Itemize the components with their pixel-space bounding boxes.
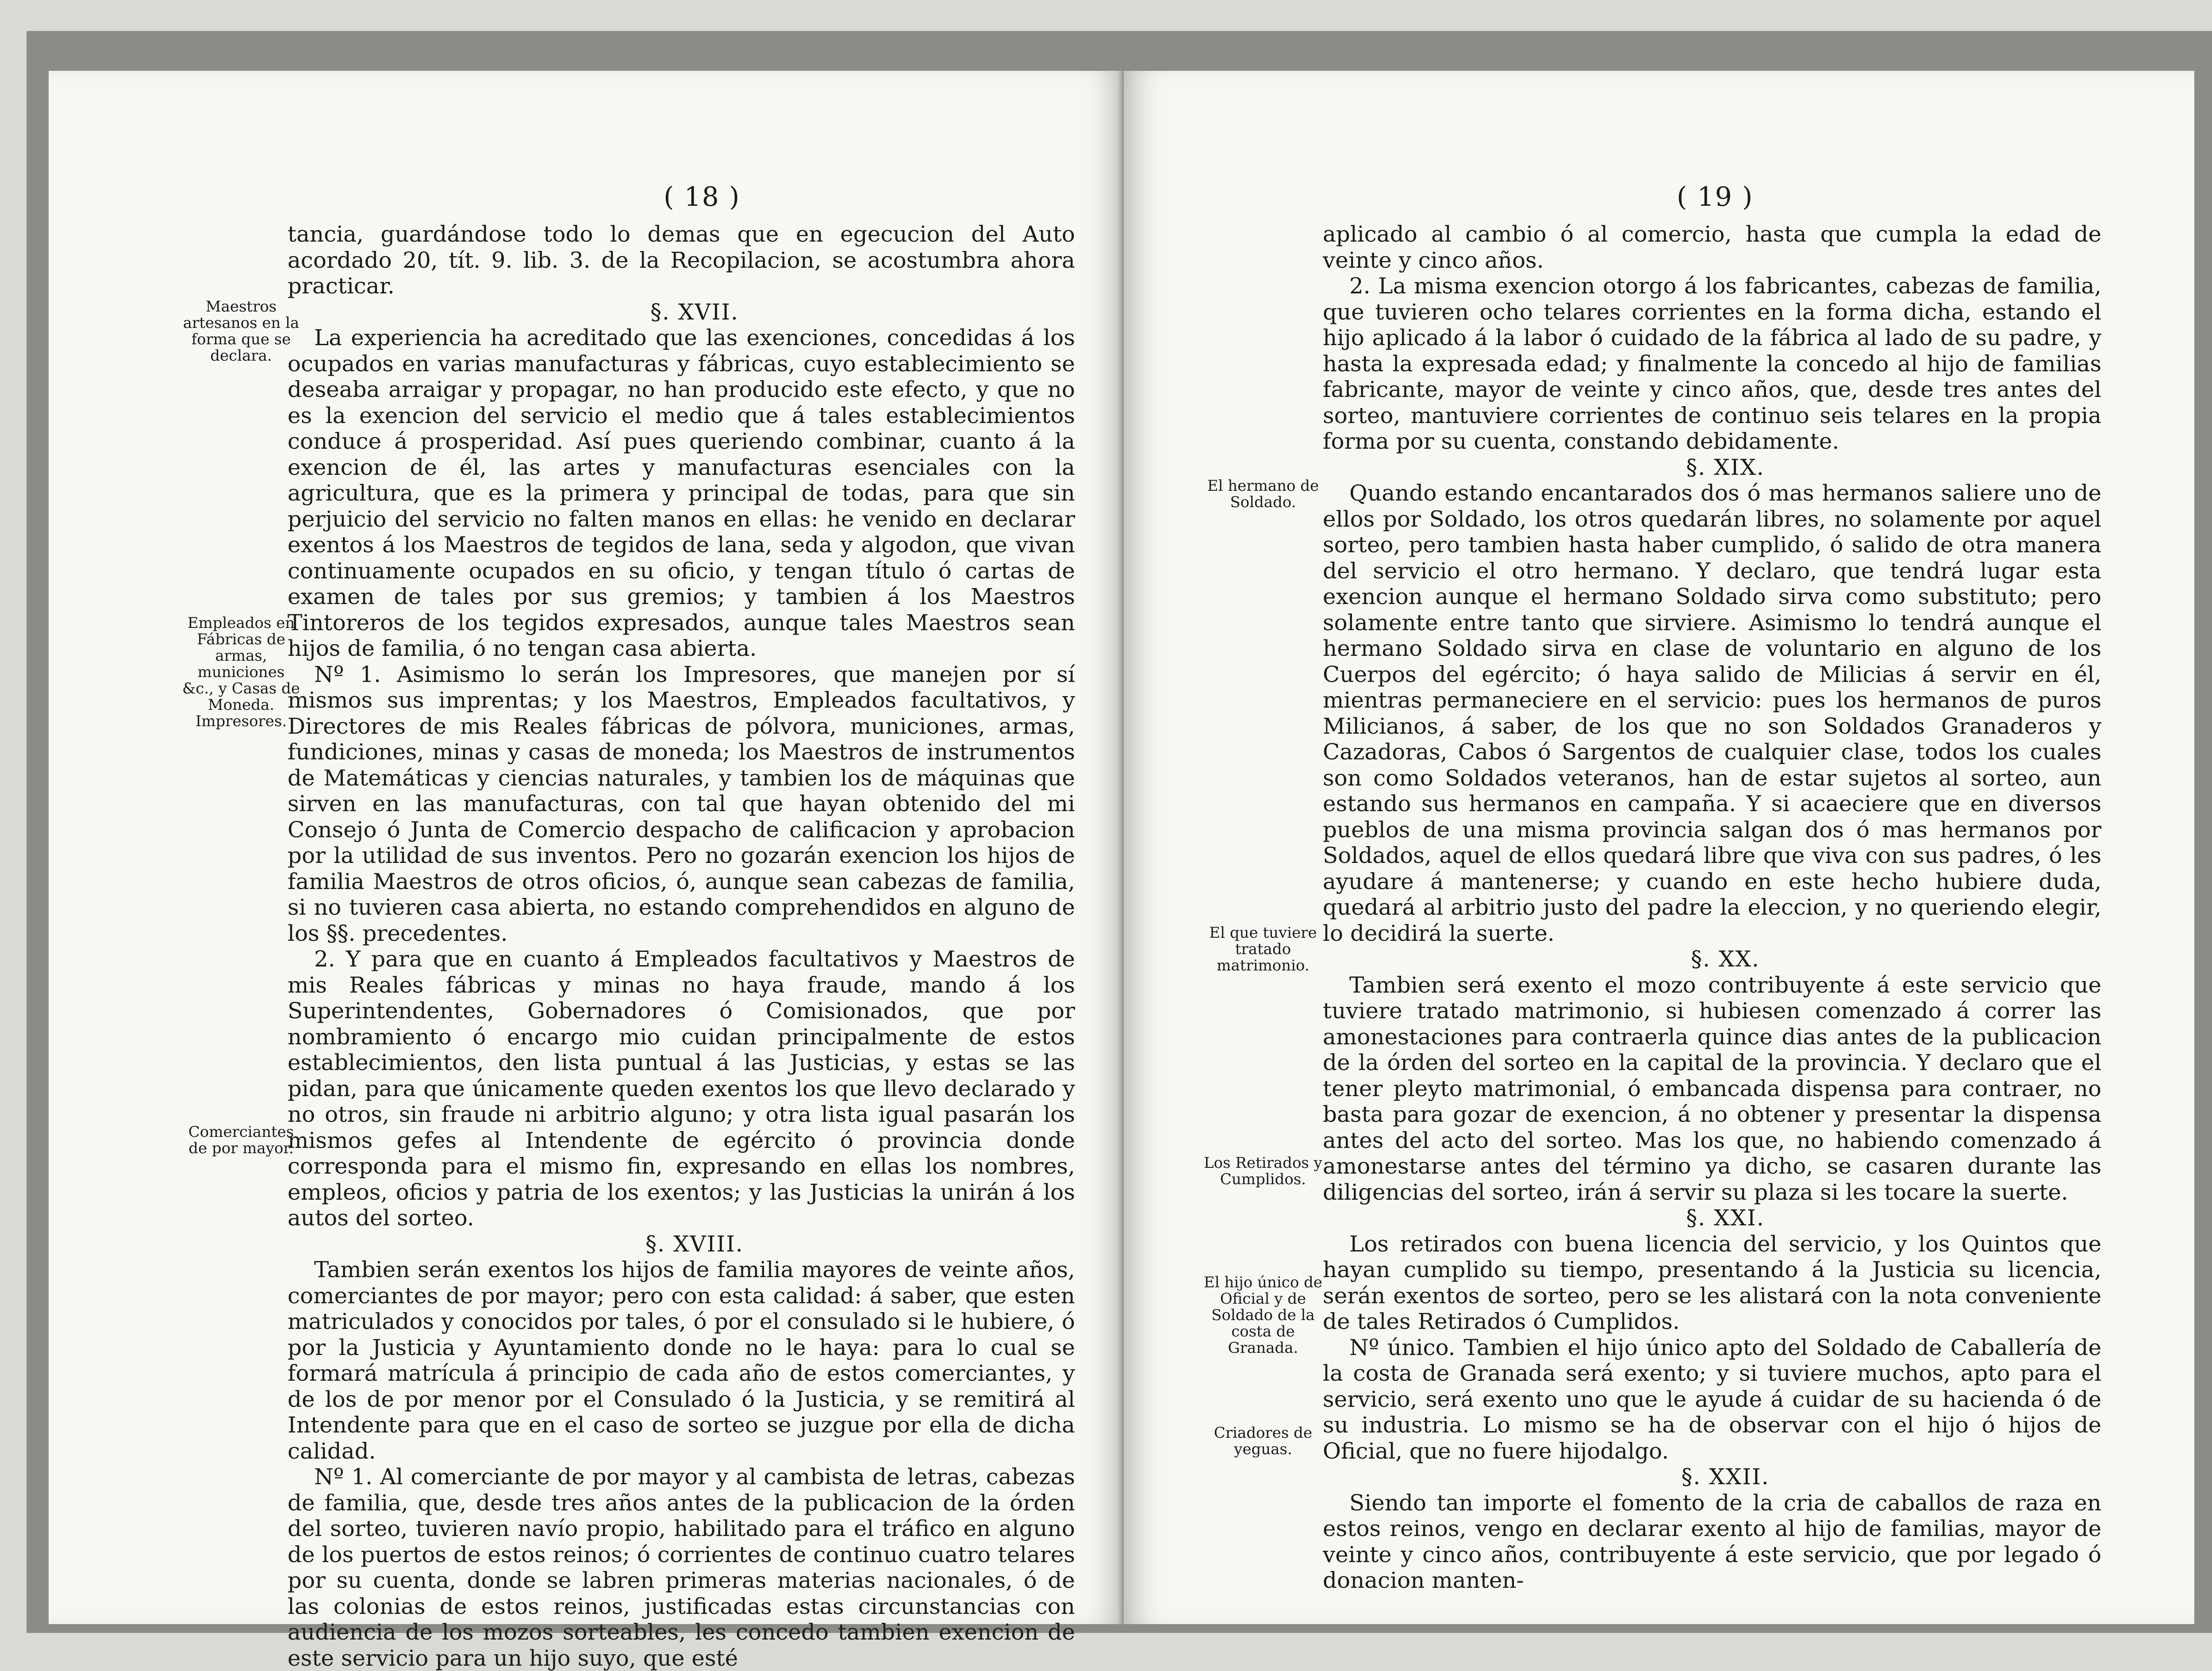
margin-note: El hermano de Soldado. <box>1207 477 1319 511</box>
section-heading: §. XVIII. <box>645 1231 744 1257</box>
paragraph: Nº único. Tambien el hijo único apto del Soldado de Caballería de la costa de Granada será exento; y si tuviere muchos, apto para el servicio, será exento uno que le ayude á cuidar de su hacienda ó de su industria. Lo mismo se ha de observar con el hijo ó hijos de Oficial, que no fuere hijodalgo. <box>1323 1334 2101 1464</box>
page-number: ( 18 ) <box>664 181 741 212</box>
paragraph: Quando estando encantarados dos ó mas hermanos saliere uno de ellos por Soldado, los otros quedarán libres, no solamente por aquel sorteo, pero tambien hasta haber cumplido, ó salido de otra manera del servicio el otro hermano. Y declaro, que tendrá lugar esta exencion aunque el hermano Soldado sirva como substituto; pero solamente entre tanto que sirviere. Asimismo lo tendrá aunque el hermano Soldado sirva en clase de voluntario en alguno de los Cuerpos del egército; ó haya salido de Milicias á servir en él, mientras permaneciere en el servicio: pues los hermanos de puros Milicianos, á saber, de los que no son Soldados Granaderos y Cazadoras, Cabos ó Sargentos de cualquier clase, todos los cuales son como Soldados veteranos, han de estar sujetos al sorteo, aun estando sus hermanos en campaña. Y si acaeciere que en diversos pueblos de una misma provincia salgan dos ó mas hermanos por Soldados, aquel de ellos quedará libre que viva con sus padres, ó les ayudare á mantenerse; y cuando en este hecho hubiere duda, quedará al arbitrio justo del padre la eleccion, y no queriendo elegir, lo decidirá la suerte. <box>1323 480 2101 946</box>
margin-note: Criadores de yeguas. <box>1214 1424 1313 1458</box>
section-heading: §. XVII. <box>650 299 739 325</box>
margin-note: Empleados en Fábricas de armas, municiones &c., y Casas de Moneda. Impresores. <box>182 614 300 730</box>
section-heading: §. XX. <box>1691 946 1760 972</box>
paragraph: Tambien serán exentos los hijos de familia mayores de veinte años, comerciantes de por mayor; pero con esta calidad: á saber, que esten matriculados y conocidos por tales, ó por el consulado si le hubiere, ó por la Justicia y Ayuntamiento donde no le haya: para lo cual se formará matrícula á principio de cada año de estos comerciantes, y de los de por menor por el Consulado ó la Justicia, y se remitirá al Intendente para que en el caso de sorteo se juzgue por ella de dicha calidad. <box>288 1257 1075 1464</box>
paragraph: 2. Y para que en cuanto á Empleados facultativos y Maestros de mis Reales fábricas y minas no haya fraude, mando á los Superintendentes, Gobernadores ó Comisionados, que por nombramiento ó encargo mio cuidan principalmente de estos establecimientos, den lista puntual á las Justicias, y estas se las pidan, para que únicamente queden exentos los que llevo declarado y no otros, sin fraude ni arbitrio alguno; y otra lista igual pasarán los mismos gefes al Intendente de egército ó provincia donde corresponda para el mismo fin, expresando en ellas los nombres, empleos, oficios y patria de los exentos; y las Justicias la unirán á los autos del sorteo. <box>288 946 1075 1231</box>
paragraph: Siendo tan importe el fomento de la cria de caballos de raza en estos reinos, vengo en declarar exento al hijo de familias, mayor de veinte y cinco años, contribuyente á este servicio, que por legado ó donacion manten- <box>1323 1490 2101 1593</box>
paragraph: 2. La misma exencion otorgo á los fabricantes, cabezas de familia, que tuvieren ocho telares corrientes en la forma dicha, estando el hijo aplicado á la labor ó cuidado de la fábrica al lado de su padre, y hasta la expresada edad; y finalmente la concedo al hijo de familias fabricante, mayor de veinte y cinco años, que, desde tres antes del sorteo, mantuviere corrientes de continuo seis telares en la propia forma por su cuenta, constando debidamente. <box>1323 273 2101 454</box>
right-page <box>1124 71 2194 1624</box>
margin-note: Los Retirados y Cumplidos. <box>1204 1154 1322 1188</box>
margin-note: Comerciantes de por mayor. <box>188 1123 294 1157</box>
left-page <box>49 71 1124 1671</box>
paragraph: Tambien será exento el mozo contribuyente á este servicio que tuviere tratado matrimonio, si hubiesen comenzado á correr las amonestaciones para contraerla quince dias antes de la publicacion de la órden del sorteo en la capital de la provincia. Y declaro que el tener pleyto matrimonial, ó embancada dispensa para contraer, no basta para gozar de exencion, á no obtener y presentar la dispensa antes del acto del sorteo. Mas los que, no habiendo comenzado á amonestarse antes del término ya dicho, se casaren durante las diligencias del sorteo, irán á servir su plaza si les tocare la suerte. <box>1323 972 2101 1205</box>
paragraph: Los retirados con buena licencia del servicio, y los Quintos que hayan cumplido su tiempo, presentando á la Justicia su licencia, serán exentos de sorteo, pero se les alistará con la nota conveniente de tales Retirados ó Cumplidos. <box>1323 1231 2101 1334</box>
paragraph: Nº 1. Al comerciante de por mayor y al cambista de letras, cabezas de familia, que, desde tres años antes de la publicacion de la órden del sorteo, tuvieren navío propio, habilitado para el tráfico en alguno de los puertos de estos reinos; ó corrientes de continuo cuatro telares por su cuenta, donde se labren primeras materias nacionales, ó de las colonias de estos reinos, justificadas estas circunstancias con audiencia de los mozos sorteables, les concedo tambien exencion de este servicio para un hijo suyo, que esté <box>288 1464 1075 1671</box>
paragraph: tancia, guardándose todo lo demas que en egecucion del Auto acordado 20, tít. 9. lib. 3. de la Recopilacion, se acostumbra ahora practicar. <box>288 221 1075 299</box>
paragraph: Nº 1. Asimismo lo serán los Impresores, que manejen por sí mismos sus imprentas; y los Maestros, Empleados facultativos, y Directores de mis Reales fábricas de pólvora, municiones, armas, fundiciones, minas y casas de moneda; los Maestros de instrumentos de Matemáticas y ciencias naturales, y tambien los de máquinas que sirven en las manufacturas, con tal que hayan obtenido del mi Consejo ó Junta de Comercio despacho de calificacion y aprobacion por la utilidad de sus inventos. Pero no gozarán exencion los hijos de familia Maestros de otros oficios, ó, aunque sean cabezas de familia, si no tuvieren casa abierta, no estando comprehendidos en alguno de los §§. precedentes. <box>288 661 1075 946</box>
section-heading: §. XXII. <box>1681 1464 1770 1490</box>
section-heading: §. XIX. <box>1686 454 1765 480</box>
page-body <box>288 221 1075 1671</box>
margin-note: El que tuviere tratado matrimonio. <box>1209 924 1317 974</box>
page-body <box>1323 221 2101 1594</box>
margin-note: El hijo único de Oficial y de Soldado de la costa de Granada. <box>1204 1274 1322 1357</box>
paragraph: aplicado al cambio ó al comercio, hasta que cumpla la edad de veinte y cinco años. <box>1323 221 2101 273</box>
margin-note: Maestros artesanos en la forma que se declara. <box>183 298 300 365</box>
paragraph: La experiencia ha acreditado que las exenciones, concedidas á los ocupados en varias manufacturas y fábricas, cuyo establecimiento se deseaba arraigar y propagar, no han producido este efecto, y que no es la exencion del servicio el medio que á tales establecimientos conduce á prosperidad. Así pues queriendo combinar, cuanto á la exencion de él, las artes y manufacturas esenciales con la agricultura, que es la primera y principal de todas, para que sin perjuicio del servicio no falten manos en ellas: he venido en declarar exentos á los Maestros de tegidos de lana, seda y algodon, que vivan continuamente ocupados en su oficio, y tengan título ó cartas de examen de tales por sus gremios; y tambien á los Maestros Tintoreros de los tegidos expresados, aunque tales Maestros sean hijos de familia, ó no tengan casa abierta. <box>288 325 1075 661</box>
section-heading: §. XXI. <box>1686 1205 1765 1231</box>
page-number: ( 19 ) <box>1677 181 1754 212</box>
book-spread <box>27 31 2212 1671</box>
